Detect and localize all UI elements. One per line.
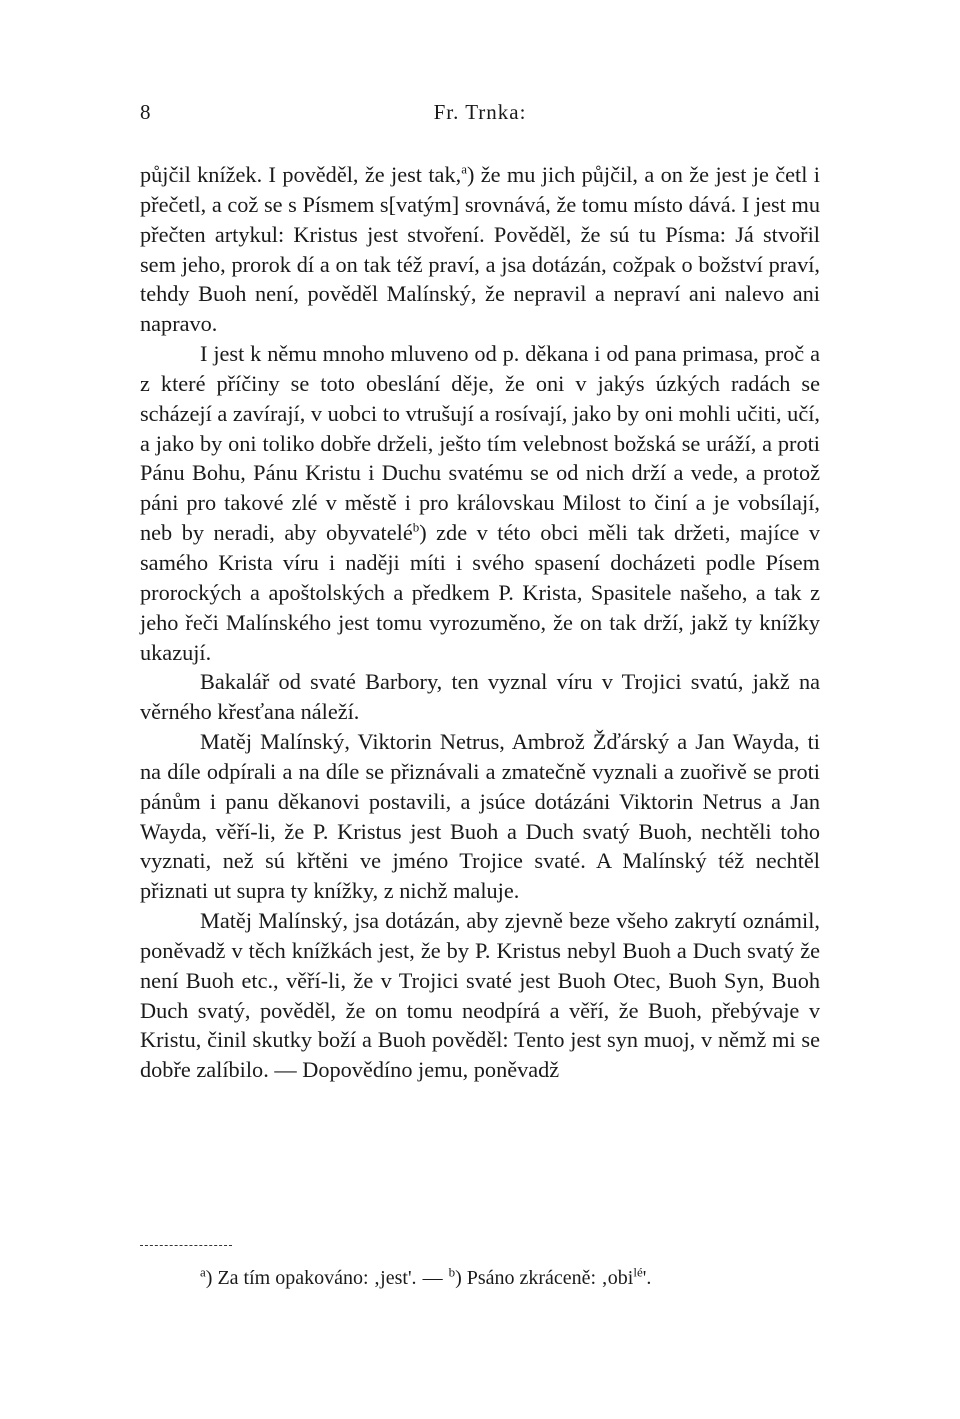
paragraph-1-text-start: půjčil knížek. I pověděl, že jest tak, <box>140 162 462 187</box>
footnote-a-text: ) Za tím opakováno: ‚jest'. <box>205 1267 417 1289</box>
footnote-b-mark: b <box>448 1264 456 1280</box>
footnote-a-mark: a <box>200 1264 206 1280</box>
footnote-line <box>200 1265 820 1291</box>
footnote-ref-b: b <box>412 519 420 535</box>
body-text <box>140 160 820 1085</box>
footnotes <box>200 1265 820 1291</box>
paragraph-5: Matěj Malínský, jsa dotázán, aby zjevně beze všeho zakrytí oznámil, poněvadž v těch knížkách jest, že by P. Kristus nebyl Buoh a Duch svatý že není Buoh etc., věří-li, že v Trojici svaté jest Buoh Otec, Buoh Syn, Buoh Duch svatý, pověděl, že on tomu neodpírá a věří, že Buoh, přebývaje v Kristu, činil skutky boží a Buoh pověděl: Tento jest syn muoj, v němž mi se dobře zalíbilo. — Dopovědíno jemu, poněvadž <box>140 908 820 1083</box>
paragraph-2-text-start: I jest k němu mnoho mluveno od p. děkana i od pana primasa, proč a z které příčiny se toto obeslání děje, že oni v jakýs úzkých radách se scházejí a zavírají, v uobci to vtrušují a rosívají, jako by oni mohli učiti, učí, a jako by oni toliko dobře drželi, ješto tím velebnost božská se uráží, a proti Pánu Bohu, Pánu Kristu i Duchu svatému se od nich drží a vede, a protož páni pro takové zlé v městě i pro královskau Milost to činí a je vobsílají, neb by neradi, aby obyvatelé <box>140 341 820 546</box>
paragraph-4: Matěj Malínský, Viktorin Netrus, Ambrož Žďárský a Jan Wayda, ti na díle odpírali a na díle se přiznávali a zmatečně vyznali a zuořivě se proti pánům i panu děkanovi postavili, a jsúce dotázáni Viktorin Netrus a Jan Wayda, věří-li, že P. Kristus jest Buoh a Duch svatý Buoh, nechtěli toho vyznati, než sú křtěni ve jméno Trojice svaté. A Malínský též nechtěl přiznati ut supra ty knížky, z nichž maluje. <box>140 729 820 904</box>
footnote-ref-a: a <box>461 161 467 177</box>
paragraph-1 <box>140 160 820 339</box>
paragraph-2-text-end: ) zde v této obci měli tak držeti, majíce v samého Krista víru i naději míti i svého spasení docházeti podle Písem prorockých a apoštolských a předkem P. Krista, Spasitele našeho, a tak z jeho řeči Malínského jest tomu vyrozuměno, že on tak drží, jakž ty knížky ukazují. <box>140 520 820 665</box>
paragraph-3: Bakalář od svaté Barbory, ten vyznal víru v Trojici svatú, jakž na věrného křesťana náleží. <box>140 669 820 725</box>
footnote-b-text: ) Psáno zkráceně: ‚obi <box>455 1267 634 1289</box>
page-header <box>140 100 820 130</box>
paragraph-1-text-end: ) že mu jich půjčil, a on že jest je četl i přečetl, a což se s Písmem s[vatým] srovnává, že tomu místo dává. I jest mu přečten artykul: Kristus jest stvoření. Pověděl, že sú tu Písma: Já stvořil sem jeho, prorok dí a on tak též praví, a jsa dotázán, cožpak o božství praví, tehdy Buoh není, pověděl Malínský, že nepravil a nepraví ani nalevo ani napravo. <box>140 162 820 337</box>
footnote-separator: — <box>422 1267 443 1289</box>
footnote-b-end: '. <box>642 1267 652 1289</box>
footnote-b-superscript: lé <box>633 1264 643 1280</box>
running-title: Fr. Trnka: <box>433 100 527 124</box>
page-number: 8 <box>140 100 152 124</box>
paragraph-2 <box>140 339 820 667</box>
footnote-divider <box>140 1245 232 1246</box>
